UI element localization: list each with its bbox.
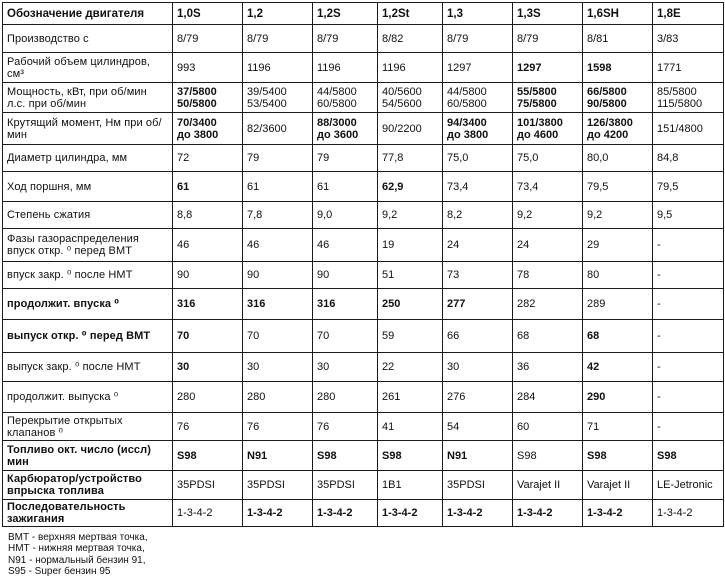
table-cell: 62,9 xyxy=(378,172,443,202)
table-row xyxy=(3,382,724,413)
header-engine: 1,2St xyxy=(378,3,443,25)
table-cell: 24 xyxy=(513,229,583,262)
header-engine: 1,0S xyxy=(173,3,243,25)
table-cell: N91 xyxy=(243,441,313,471)
table-row xyxy=(3,441,724,471)
table-cell: 36 xyxy=(513,353,583,382)
table-cell: 24 xyxy=(443,229,513,262)
table-cell: 40/5600 54/5600 xyxy=(378,83,443,113)
header-row xyxy=(3,3,724,25)
table-cell: 280 xyxy=(243,382,313,413)
table-row xyxy=(3,471,724,500)
table-cell: 80 xyxy=(583,262,653,289)
table-cell: 9,0 xyxy=(313,202,378,229)
table-cell: 1-3-4-2 xyxy=(243,500,313,527)
table-cell: 35PDSI xyxy=(173,471,243,500)
table-cell: 44/5800 60/5800 xyxy=(313,83,378,113)
row-label: продолжит. выпуска ⁰ xyxy=(3,382,173,413)
row-label: продолжит. впуска ⁰ xyxy=(3,289,173,320)
table-cell: 51 xyxy=(378,262,443,289)
table-cell: 8/79 xyxy=(313,25,378,53)
row-label: Степень сжатия xyxy=(3,202,173,229)
header-engine: 1,3 xyxy=(443,3,513,25)
header-engine: 1,6SH xyxy=(583,3,653,25)
table-cell: 30 xyxy=(243,353,313,382)
table-row xyxy=(3,113,724,145)
row-label: Мощность, кВт, при об/мин л.с. при об/мин xyxy=(3,83,173,113)
table-cell: 35PDSI xyxy=(443,471,513,500)
table-cell: 68 xyxy=(513,320,583,353)
table-cell: - xyxy=(653,353,724,382)
table-cell: 79 xyxy=(243,145,313,172)
table-cell: 282 xyxy=(513,289,583,320)
table-cell: 70 xyxy=(173,320,243,353)
table-cell: 35PDSI xyxy=(313,471,378,500)
row-label: Производство с xyxy=(3,25,173,53)
table-cell: 46 xyxy=(173,229,243,262)
table-row xyxy=(3,145,724,172)
table-cell: 1-3-4-2 xyxy=(443,500,513,527)
table-cell: 41 xyxy=(378,413,443,441)
row-label: Диаметр цилиндра, мм xyxy=(3,145,173,172)
table-cell: 71 xyxy=(583,413,653,441)
table-cell: 8/79 xyxy=(173,25,243,53)
table-cell: 39/5400 53/5400 xyxy=(243,83,313,113)
table-row xyxy=(3,289,724,320)
table-cell: 44/5800 60/5800 xyxy=(443,83,513,113)
row-label: Карбюратор/устройство впрыска топлива xyxy=(3,471,173,500)
row-label: Фазы газораспределения впуск откр. ⁰ перед ВМТ xyxy=(3,229,173,262)
table-cell: 54 xyxy=(443,413,513,441)
table-cell: S98 xyxy=(313,441,378,471)
row-label: Топливо окт. число (иссл) мин xyxy=(3,441,173,471)
table-row xyxy=(3,25,724,53)
table-cell: 35PDSI xyxy=(243,471,313,500)
legend-item: ВМТ - верхняя мертвая точка, xyxy=(8,532,148,543)
table-cell: S98 xyxy=(513,441,583,471)
table-cell: LE-Jetronic xyxy=(653,471,724,500)
table-cell: 37/5800 50/5800 xyxy=(173,83,243,113)
table-cell: 90 xyxy=(173,262,243,289)
header-engine: 1,3S xyxy=(513,3,583,25)
table-cell: 1196 xyxy=(243,53,313,83)
table-cell: 280 xyxy=(173,382,243,413)
table-cell: 73 xyxy=(443,262,513,289)
legend-item: НМТ - нижняя мертвая точка, xyxy=(8,543,145,555)
table-row xyxy=(3,83,724,113)
table-cell: 66 xyxy=(443,320,513,353)
table-cell: 1B1 xyxy=(378,471,443,500)
table-cell: 76 xyxy=(313,413,378,441)
table-cell: 284 xyxy=(513,382,583,413)
table-row xyxy=(3,229,724,262)
table-cell: 73,4 xyxy=(443,172,513,202)
table-cell: 61 xyxy=(313,172,378,202)
row-label: Перекрытие открытых клапанов ⁰ xyxy=(3,413,173,441)
table-cell: 1196 xyxy=(313,53,378,83)
table-cell: 61 xyxy=(173,172,243,202)
table-cell: 90/2200 xyxy=(378,113,443,145)
table-cell: 8,2 xyxy=(443,202,513,229)
table-row xyxy=(3,202,724,229)
table-cell: 151/4800 xyxy=(653,113,724,145)
legend-item: S95 - Super бензин 95 xyxy=(8,565,111,577)
table-cell: 276 xyxy=(443,382,513,413)
table-cell: 9,2 xyxy=(513,202,583,229)
table-row xyxy=(3,413,724,441)
table-row xyxy=(3,262,724,289)
table-cell: - xyxy=(653,320,724,353)
table-cell: 316 xyxy=(243,289,313,320)
table-cell: 22 xyxy=(378,353,443,382)
table-cell: 73,4 xyxy=(513,172,583,202)
table-cell: 101/3800 до 4600 xyxy=(513,113,583,145)
table-cell: 8/79 xyxy=(243,25,313,53)
table-cell: S98 xyxy=(653,441,724,471)
table-cell: 3/83 xyxy=(653,25,724,53)
table-cell: 1598 xyxy=(583,53,653,83)
table-cell: - xyxy=(653,229,724,262)
table-cell: 77,8 xyxy=(378,145,443,172)
table-cell: - xyxy=(653,262,724,289)
table-cell: 1297 xyxy=(443,53,513,83)
row-label: выпуск закр. ⁰ после НМТ xyxy=(3,353,173,382)
table-cell: 8/79 xyxy=(513,25,583,53)
table-cell: 79,5 xyxy=(583,172,653,202)
table-row xyxy=(3,500,724,527)
table-cell: 1-3-4-2 xyxy=(313,500,378,527)
table-cell: 78 xyxy=(513,262,583,289)
table-cell: Varajet II xyxy=(583,471,653,500)
table-cell: 68 xyxy=(583,320,653,353)
table-cell: 59 xyxy=(378,320,443,353)
table-cell: 80,0 xyxy=(583,145,653,172)
table-cell: 1297 xyxy=(513,53,583,83)
table-cell: 1-3-4-2 xyxy=(378,500,443,527)
table-cell: 8,8 xyxy=(173,202,243,229)
row-label: выпуск откр. ⁰ перед ВМТ xyxy=(3,320,173,353)
header-engine: 1,2 xyxy=(243,3,313,25)
table-cell: 94/3400 до 3800 xyxy=(443,113,513,145)
table-cell: 290 xyxy=(583,382,653,413)
table-cell: 9,5 xyxy=(653,202,724,229)
table-cell: 289 xyxy=(583,289,653,320)
row-label: Крутящий момент, Нм при об/мин xyxy=(3,113,173,145)
table-row xyxy=(3,172,724,202)
table-cell: 9,2 xyxy=(378,202,443,229)
table-cell: S98 xyxy=(583,441,653,471)
table-cell: 42 xyxy=(583,353,653,382)
row-label: Рабочий объем цилиндров, см³ xyxy=(3,53,173,83)
table-cell: 8/82 xyxy=(378,25,443,53)
table-cell: 90 xyxy=(313,262,378,289)
table-cell: 61 xyxy=(243,172,313,202)
table-cell: 75,0 xyxy=(513,145,583,172)
table-cell: 79,5 xyxy=(653,172,724,202)
table-cell: 1771 xyxy=(653,53,724,83)
legend-item: N91 - нормальный бензин 91, xyxy=(8,554,146,566)
table-cell: 993 xyxy=(173,53,243,83)
table-cell: 85/5800 115/5800 xyxy=(653,83,724,113)
header-engine: 1,8E xyxy=(653,3,724,25)
table-cell: 277 xyxy=(443,289,513,320)
table-cell: 84,8 xyxy=(653,145,724,172)
header-label: Обозначение двигателя xyxy=(3,3,173,25)
table-cell: 88/3000 до 3600 xyxy=(313,113,378,145)
table-cell: 8/81 xyxy=(583,25,653,53)
table-cell: - xyxy=(653,289,724,320)
table-cell: S98 xyxy=(378,441,443,471)
table-cell: 8/79 xyxy=(443,25,513,53)
table-cell: - xyxy=(653,413,724,441)
table-cell: 46 xyxy=(313,229,378,262)
table-cell: 316 xyxy=(313,289,378,320)
table-body xyxy=(3,25,724,527)
table-cell: 316 xyxy=(173,289,243,320)
table-cell: 70 xyxy=(243,320,313,353)
table-cell: 30 xyxy=(443,353,513,382)
row-label: Ход поршня, мм xyxy=(3,172,173,202)
table-cell: 55/5800 75/5800 xyxy=(513,83,583,113)
document-page xyxy=(2,2,723,577)
table-cell: 1-3-4-2 xyxy=(513,500,583,527)
table-cell: Varajet II xyxy=(513,471,583,500)
table-cell: 1196 xyxy=(378,53,443,83)
table-cell: 76 xyxy=(173,413,243,441)
table-cell: 29 xyxy=(583,229,653,262)
table-cell: 7,8 xyxy=(243,202,313,229)
engine-spec-table xyxy=(2,2,724,527)
table-cell: 250 xyxy=(378,289,443,320)
table-row xyxy=(3,53,724,83)
header-engine: 1,2S xyxy=(313,3,378,25)
table-cell: 9,2 xyxy=(583,202,653,229)
table-cell: 126/3800 до 4200 xyxy=(583,113,653,145)
legend xyxy=(8,532,148,577)
table-cell: 60 xyxy=(513,413,583,441)
table-cell: 1-3-4-2 xyxy=(173,500,243,527)
table-cell: 70/3400 до 3800 xyxy=(173,113,243,145)
table-row xyxy=(3,353,724,382)
table-cell: 261 xyxy=(378,382,443,413)
table-cell: 30 xyxy=(173,353,243,382)
table-cell: N91 xyxy=(443,441,513,471)
table-cell: 1-3-4-2 xyxy=(583,500,653,527)
table-cell: 72 xyxy=(173,145,243,172)
table-cell: - xyxy=(653,382,724,413)
table-cell: 30 xyxy=(313,353,378,382)
table-cell: 82/3600 xyxy=(243,113,313,145)
table-cell: 70 xyxy=(313,320,378,353)
table-cell: 79 xyxy=(313,145,378,172)
table-cell: 66/5800 90/5800 xyxy=(583,83,653,113)
table-cell: 75,0 xyxy=(443,145,513,172)
table-cell: 280 xyxy=(313,382,378,413)
table-cell: 76 xyxy=(243,413,313,441)
row-label: впуск закр. ⁰ после НМТ xyxy=(3,262,173,289)
table-cell: 1-3-4-2 xyxy=(653,500,724,527)
table-cell: S98 xyxy=(173,441,243,471)
table-row xyxy=(3,320,724,353)
table-cell: 90 xyxy=(243,262,313,289)
table-cell: 46 xyxy=(243,229,313,262)
row-label: Последовательность зажигания xyxy=(3,500,173,527)
table-cell: 19 xyxy=(378,229,443,262)
